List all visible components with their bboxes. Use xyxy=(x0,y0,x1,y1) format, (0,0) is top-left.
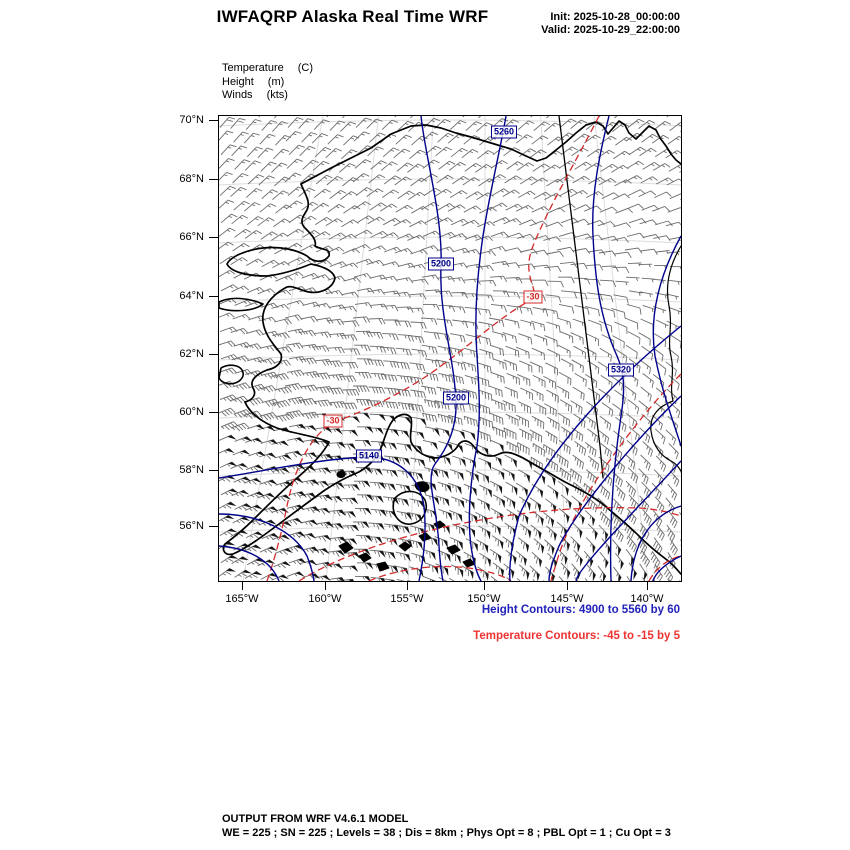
lon-tick xyxy=(484,581,485,590)
height-contour-label: 5200 xyxy=(428,258,454,271)
lat-tick-label: 66°N xyxy=(179,231,204,243)
height-contour-label: 5320 xyxy=(608,364,634,377)
lat-tick-label: 56°N xyxy=(179,520,204,532)
lat-tick xyxy=(209,296,218,297)
footer-model-line: OUTPUT FROM WRF V4.6.1 MODEL xyxy=(222,813,409,825)
lon-tick-label: 140°W xyxy=(630,593,664,605)
lat-tick-label: 64°N xyxy=(179,290,204,302)
temp-contour-label: -30 xyxy=(523,291,542,304)
model-footer xyxy=(222,813,671,840)
lon-tick xyxy=(242,581,243,590)
canada-border xyxy=(559,116,603,478)
page-title: IWFAQRP Alaska Real Time WRF xyxy=(216,7,489,26)
lat-tick-label: 58°N xyxy=(179,464,204,476)
lon-tick xyxy=(325,581,326,590)
height-contour xyxy=(219,457,425,581)
lat-tick-label: 68°N xyxy=(179,173,204,185)
field-legend xyxy=(222,62,313,103)
run-time-block xyxy=(470,11,680,37)
temp-contour-label: -30 xyxy=(323,415,342,428)
valid-time: Valid: 2025-10-29_22:00:00 xyxy=(541,24,680,36)
map-canvas xyxy=(218,115,682,582)
lon-tick-label: 150°W xyxy=(467,593,501,605)
lon-tick-label: 145°W xyxy=(550,593,584,605)
lat-tick xyxy=(209,526,218,527)
afognak-island xyxy=(415,482,429,492)
lat-tick-label: 70°N xyxy=(179,114,204,126)
lat-tick xyxy=(209,179,218,180)
lat-tick-label: 62°N xyxy=(179,348,204,360)
lat-tick xyxy=(209,237,218,238)
lat-tick xyxy=(209,470,218,471)
lat-tick xyxy=(209,412,218,413)
height-contour-label: 5200 xyxy=(443,392,469,405)
temperature-contour-caption: Temperature Contours: -45 to -15 by 5 xyxy=(473,630,680,642)
lat-tick-label: 60°N xyxy=(179,406,204,418)
field-height: Height (m) xyxy=(222,75,285,88)
height-contour-label: 5260 xyxy=(491,126,517,139)
lon-tick xyxy=(567,581,568,590)
lat-tick xyxy=(209,120,218,121)
field-winds: Winds (kts) xyxy=(222,89,288,101)
lat-tick xyxy=(209,354,218,355)
height-contour-label: 5140 xyxy=(356,450,382,463)
map-svg xyxy=(219,116,681,581)
field-temperature: Temperature (C) xyxy=(222,62,314,74)
height-contour xyxy=(653,236,681,446)
lon-tick-label: 160°W xyxy=(308,593,342,605)
footer-config-line: WE = 225 ; SN = 225 ; Levels = 38 ; Dis = 8km ; Phys Opt = 8 ; PBL Opt = 1 ; Cu Opt = 3 xyxy=(222,826,671,839)
lon-tick-label: 155°W xyxy=(390,593,424,605)
lon-tick xyxy=(647,581,648,590)
lon-tick xyxy=(407,581,408,590)
lon-tick-label: 165°W xyxy=(225,593,259,605)
init-time: Init: 2025-10-28_00:00:00 xyxy=(550,11,680,23)
height-contour-caption: Height Contours: 4900 to 5560 by 60 xyxy=(481,604,680,616)
height-contour xyxy=(549,396,681,581)
